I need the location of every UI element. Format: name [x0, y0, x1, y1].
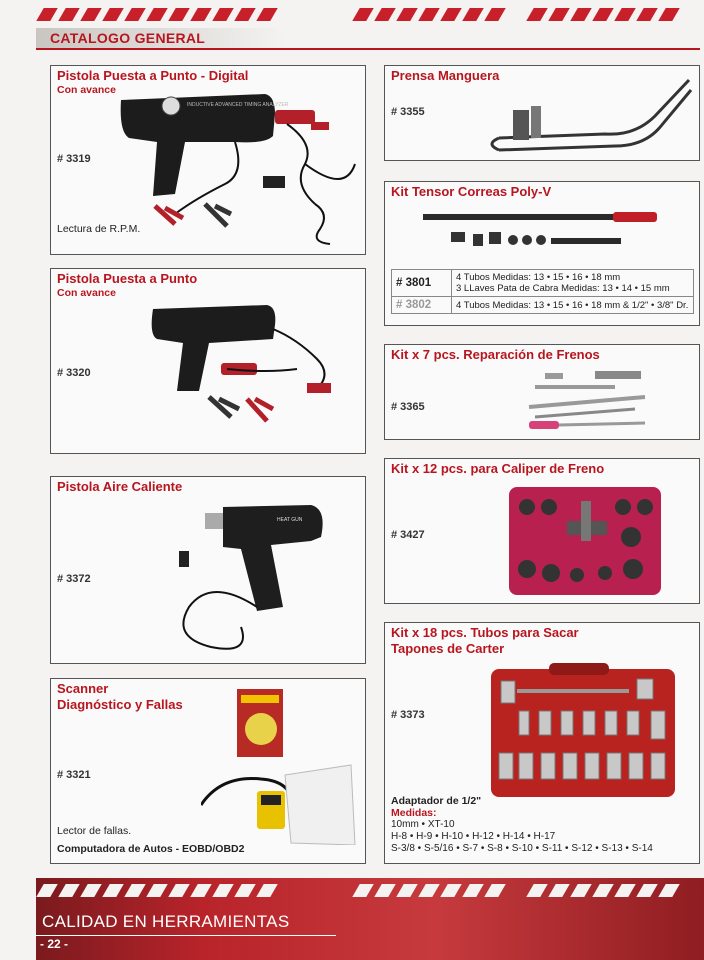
- variant-row-3801: [392, 270, 694, 297]
- top-stripes-mid: [356, 8, 502, 21]
- product-code: # 3372: [57, 573, 91, 585]
- variants-table: [391, 269, 694, 314]
- product-code: # 3320: [57, 367, 91, 379]
- product-code: # 3319: [57, 153, 91, 165]
- product-title: Kit Tensor Correas Poly-V: [391, 184, 552, 199]
- variant-code: # 3801: [392, 270, 452, 297]
- gun-label: HEAT GUN: [277, 517, 303, 523]
- product-card-3427: [384, 458, 700, 604]
- variant-desc-line2: 3 LLaves Pata de Cabra Medidas: 13 • 14 • 15 mm: [456, 283, 670, 294]
- product-note: Lector de fallas.: [57, 825, 132, 837]
- brake-repair-kit-image: [525, 367, 655, 433]
- product-code: # 3427: [391, 529, 425, 541]
- medidas-label: Medidas:: [391, 807, 437, 819]
- footer-banner: [36, 878, 704, 960]
- page-number: - 22 -: [40, 937, 69, 951]
- gun-label: INDUCTIVE ADVANCED TIMING ANALYZER: [187, 102, 289, 108]
- product-title: Pistola Aire Caliente: [57, 479, 183, 494]
- sizes-line1: 10mm • XT-10: [391, 819, 455, 830]
- footer-stripes-right: [530, 884, 676, 897]
- footer-tagline: CALIDAD EN HERRAMIENTAS: [42, 912, 290, 931]
- product-code: # 3321: [57, 769, 91, 781]
- timing-light-digital-image: [115, 84, 365, 249]
- footer-stripes-mid: [356, 884, 502, 897]
- heat-gun-image: [171, 497, 351, 657]
- timing-light-image: [147, 299, 347, 449]
- oil-plug-socket-kit-image: [489, 661, 677, 801]
- product-title-line2: Diagnóstico y Fallas: [57, 697, 183, 712]
- product-note: Lectura de R.P.M.: [57, 223, 141, 235]
- variant-desc-line1: 4 Tubos Medidas: 13 • 15 • 16 • 18 mm & 1/2" • 3/8" Dr.: [452, 297, 694, 314]
- sizes-line2: H-8 • H-9 • H-10 • H-12 • H-14 • H-17: [391, 831, 556, 842]
- poly-v-tool-image: [421, 210, 661, 260]
- product-note-bold: Computadora de Autos - EOBD/OBD2: [57, 843, 245, 855]
- product-title-line1: Kit x 18 pcs. Tubos para Sacar: [391, 625, 579, 640]
- product-title: Kit x 12 pcs. para Caliper de Freno: [391, 461, 605, 476]
- top-stripes-right: [530, 8, 676, 21]
- caliper-kit-image: [505, 481, 665, 599]
- footer-rule: [36, 935, 336, 936]
- product-code: # 3365: [391, 401, 425, 413]
- product-card-3372: [50, 476, 366, 664]
- product-title: Pistola Puesta a Punto - Digital: [57, 68, 249, 83]
- product-title: Pistola Puesta a Punto: [57, 271, 198, 286]
- product-title: Prensa Manguera: [391, 68, 500, 83]
- product-card-3319: [50, 65, 366, 255]
- obd-scanner-image: [201, 685, 361, 845]
- product-subtitle: Con avance: [57, 84, 116, 96]
- product-card-3321: [50, 678, 366, 864]
- product-title-line2: Tapones de Carter: [391, 641, 505, 656]
- adapter-label: Adaptador de 1/2": [391, 795, 482, 807]
- variant-desc-line1: 4 Tubos Medidas: 13 • 15 • 16 • 18 mm: [456, 272, 621, 283]
- top-stripes-left: [40, 8, 274, 21]
- product-code: # 3373: [391, 709, 425, 721]
- footer-stripes-left: [40, 884, 274, 897]
- product-card-3365: [384, 344, 700, 440]
- product-card-3320: [50, 268, 366, 454]
- section-header: [36, 28, 286, 48]
- product-title-line1: Scanner: [57, 681, 109, 696]
- product-code: # 3355: [391, 106, 425, 118]
- variant-code: # 3802: [392, 297, 452, 314]
- variant-row-3802: [392, 297, 694, 314]
- product-title: Kit x 7 pcs. Reparación de Frenos: [391, 347, 600, 362]
- header-rule: [36, 48, 700, 50]
- hose-clamp-image: [485, 76, 695, 156]
- section-title: CATALOGO GENERAL: [50, 30, 206, 46]
- product-subtitle: Con avance: [57, 287, 116, 299]
- product-card-3373: [384, 622, 700, 864]
- sizes-line3: S-3/8 • S-5/16 • S-7 • S-8 • S-10 • S-11 • S-12 • S-13 • S-14: [391, 843, 653, 854]
- product-card-3355: [384, 65, 700, 161]
- product-card-poly-v: [384, 181, 700, 326]
